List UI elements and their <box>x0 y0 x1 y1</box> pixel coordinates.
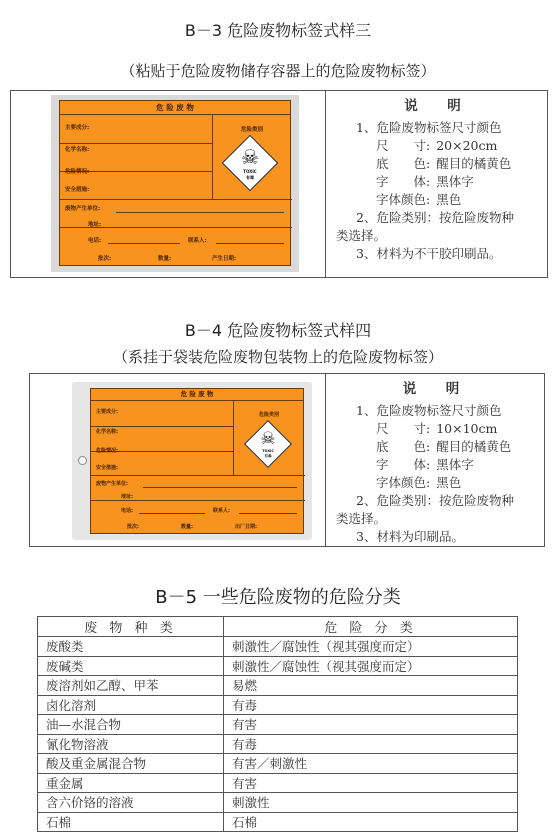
table-row <box>38 754 518 774</box>
cell-waste: 废酸类 <box>38 637 224 657</box>
toxic-text: TOXIC <box>262 449 274 453</box>
field-date: 产生日期: <box>212 256 237 262</box>
field-safety: 安全措施: <box>65 187 90 193</box>
section5-title: B－5 一些危险废物的危险分类 <box>155 587 401 608</box>
cell-waste: 石棉 <box>38 812 224 832</box>
field-contact: 联系人: <box>213 508 230 514</box>
skull-icon: ☠ <box>260 429 276 449</box>
tag-hole <box>78 456 87 465</box>
cell-waste: 酸及重金属混合物 <box>38 754 224 774</box>
section3-subtitle: （粘贴于危险废物储存容器上的危险废物标签） <box>120 62 436 80</box>
cell-hazard: 有毒 <box>224 695 518 715</box>
field-danger: 危险情况: <box>65 169 90 175</box>
notes-line2b: 类选择。 <box>336 228 387 243</box>
table-row <box>38 715 518 735</box>
table-header-row <box>38 617 518 637</box>
hazard-category-label: 危险类别 <box>258 412 279 418</box>
notes-line1: 1、危险废物标签尺寸颜色 <box>356 403 502 418</box>
notes-heading: 说 明 <box>404 98 469 114</box>
table-row <box>38 676 518 696</box>
notes-line2b: 类选择。 <box>336 511 387 526</box>
field-address: 地址: <box>121 494 133 500</box>
notes-line3: 3、材料为不干胶印刷品。 <box>356 246 502 261</box>
cell-waste: 油—水混合物 <box>38 715 224 735</box>
section4-label-cell <box>30 374 326 546</box>
table-row <box>38 656 518 676</box>
cell-waste: 氰化物溶液 <box>38 734 224 754</box>
toxic-sub: 有毒 <box>264 454 272 458</box>
cell-hazard: 刺激性／腐蚀性（视其强度而定） <box>224 656 518 676</box>
field-address: 地址: <box>88 222 102 228</box>
cell-waste: 含六价铬的溶液 <box>38 793 224 813</box>
field-batch: 批次: <box>127 524 139 530</box>
notes-heading: 说 明 <box>402 381 468 397</box>
field-chem: 化学名称: <box>65 147 90 153</box>
section3-notes <box>326 91 547 277</box>
cell-waste: 废碱类 <box>38 656 224 676</box>
field-safety: 安全措施: <box>96 465 118 471</box>
section4-notes <box>326 374 544 546</box>
field-chem: 化学名称: <box>96 429 118 435</box>
cell-hazard: 刺激性 <box>224 793 518 813</box>
cell-hazard: 有害 <box>224 715 518 735</box>
field-danger: 危险情况: <box>96 448 118 454</box>
hazard-category-label: 危险类别 <box>240 127 263 133</box>
field-main: 主要成分: <box>96 409 118 415</box>
table-row <box>38 812 518 832</box>
cell-hazard: 有毒 <box>224 734 518 754</box>
section3-title: B－3 危险废物标签式样三 <box>184 21 372 40</box>
cell-waste: 卤化溶剂 <box>38 695 224 715</box>
field-main: 主要成分: <box>65 125 90 131</box>
toxic-sub: 有毒 <box>246 175 254 180</box>
field-unit: 废物产生单位: <box>96 481 129 487</box>
notes-size: 尺 寸: 10×10cm <box>376 421 498 436</box>
field-qty: 数量: <box>158 256 172 262</box>
field-phone: 电话: <box>88 238 102 244</box>
notes-fontcolor: 字体颜色: 黑色 <box>376 475 462 490</box>
table-row <box>38 773 518 793</box>
section4-subtitle: （系挂于袋装危险废物包装物上的危险废物标签） <box>112 348 443 366</box>
notes-line1: 1、危险废物标签尺寸颜色 <box>356 120 502 135</box>
notes-font: 字 体: 黑体字 <box>376 457 474 472</box>
section3-label-cell <box>11 91 326 277</box>
table-row <box>38 637 518 657</box>
field-unit: 废物产生单位: <box>65 206 101 212</box>
hazard-label-small <box>90 388 304 534</box>
field-qty: 数量: <box>181 524 193 530</box>
hazard-label-large <box>59 100 291 266</box>
section4-title: B－4 危险废物标签式样四 <box>184 321 372 340</box>
notes-line2a: 2、危险类别：按危险废物种 <box>356 210 514 225</box>
notes-font: 字 体: 黑体字 <box>376 174 474 189</box>
cell-hazard: 易燃 <box>224 676 518 696</box>
notes-size: 尺 寸: 20×20cm <box>376 138 498 153</box>
field-date: 出厂日期: <box>235 524 257 530</box>
cell-hazard: 刺激性／腐蚀性（视其强度而定） <box>224 637 518 657</box>
toxic-text: TOXIC <box>243 169 257 174</box>
cell-hazard: 有害／刺激性 <box>224 754 518 774</box>
table-row <box>38 793 518 813</box>
notes-fontcolor: 字体颜色: 黑色 <box>376 192 462 207</box>
cell-hazard: 石棉 <box>224 812 518 832</box>
skull-icon: ☠ <box>241 145 259 169</box>
field-batch: 批次: <box>98 256 112 262</box>
notes-line3: 3、材料为印刷品。 <box>356 529 464 544</box>
table-row <box>38 695 518 715</box>
cell-hazard: 有害 <box>224 773 518 793</box>
notes-line2a: 2、危险类别：按危险废物种 <box>356 493 514 508</box>
col-header-hazard: 危 险 分 类 <box>224 617 518 637</box>
cell-waste: 废溶剂如乙醇、甲苯 <box>38 676 224 696</box>
hazard-classification-table <box>37 616 518 832</box>
label-title: 危 险 废 物 <box>60 101 290 115</box>
section4-panel <box>29 373 545 547</box>
section3-panel <box>10 90 548 278</box>
notes-bg: 底 色: 醒目的橘黄色 <box>376 156 512 171</box>
table-row <box>38 734 518 754</box>
col-header-waste: 废 物 种 类 <box>38 617 224 637</box>
field-phone: 电话: <box>121 508 133 514</box>
label-title: 危 险 废 物 <box>91 389 303 401</box>
field-contact: 联系人: <box>188 238 207 244</box>
notes-bg: 底 色: 醒目的橘黄色 <box>376 439 512 454</box>
cell-waste: 重金属 <box>38 773 224 793</box>
